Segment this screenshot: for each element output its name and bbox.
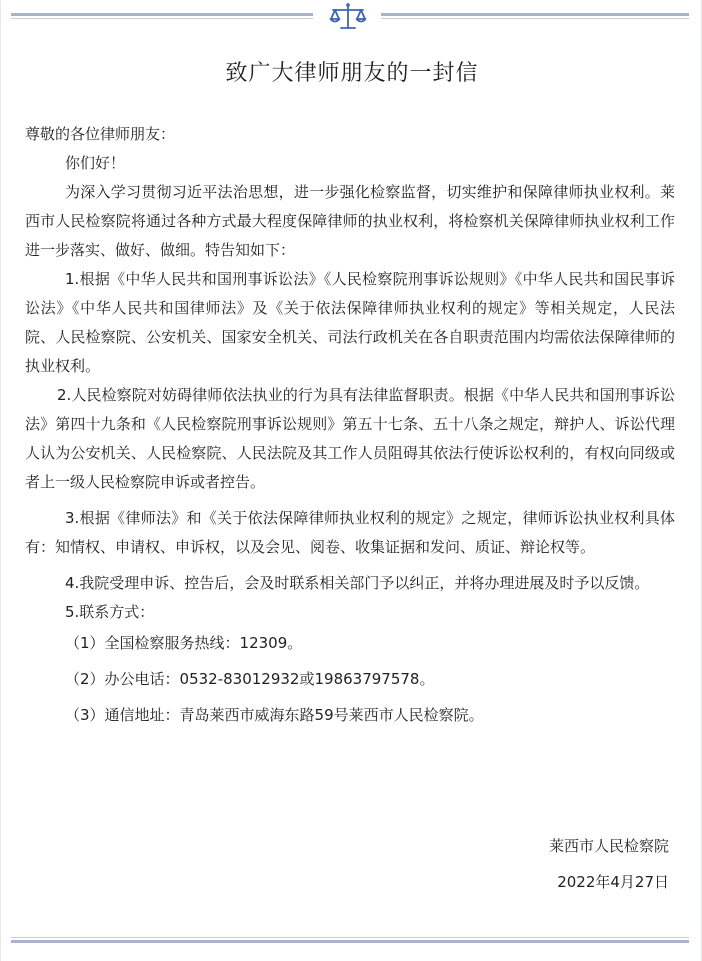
item-5: 5.联系方式： <box>65 603 155 621</box>
item-3: 3.根据《律师法》和《关于依法保障律师执业权利的规定》之规定，律师诉讼执业权利具体有：知情权、申请权、申诉权，以及会见、阅卷、收集证据和发问、质证、辩论权等。 <box>25 509 675 556</box>
scales-of-justice-icon <box>329 2 367 32</box>
intro-paragraph: 为深入学习贯彻习近平法治思想，进一步强化检察监督，切实维护和保障律师执业权利。莱西市人民检察院将通过各种方式最大程度保障律师的执业权利，将检察机关保障律师执业权利工作进一步落实、做好、做细。特告知如下： <box>25 183 675 259</box>
salutation: 尊敬的各位律师朋友： <box>25 125 176 143</box>
footer-rule <box>11 937 689 943</box>
contact-address: （3）通信地址：青岛莱西市威海东路59号莱西市人民检察院。 <box>65 706 484 724</box>
header-rule-right <box>381 13 689 18</box>
item-4: 4.我院受理申诉、控告后，会及时联系相关部门予以纠正，并将办理进展及时予以反馈。 <box>65 574 650 592</box>
greeting: 你们好！ <box>65 154 126 172</box>
letter-body <box>25 120 675 730</box>
contact-phone: （2）办公电话：0532-83012932或19863797578。 <box>65 670 435 688</box>
signature: 莱西市人民检察院 <box>548 837 669 855</box>
page-title: 致广大律师朋友的一封信 <box>225 61 479 86</box>
header-rule-left <box>11 13 313 18</box>
item-2: 2.人民检察院对妨碍律师依法执业的行为具有法律监督职责。根据《中华人民共和国刑事诉讼法》第四十九条和《人民检察院刑事诉讼规则》第五十七条、五十八条之规定，辩护人、诉讼代理人认为公安机关、人民检察院、人民法院及其工作人员阻碍其依法行使诉讼权利的，有权向同级或者上一级人民检察院申诉或者控告。 <box>25 386 675 491</box>
contact-hotline: （1）全国检察服务热线：12309。 <box>65 634 303 652</box>
item-1: 1.根据《中华人民共和国刑事诉讼法》《人民检察院刑事诉讼规则》《中华人民共和国民事诉讼法》《中华人民共和国律师法》及《关于依法保障律师执业权利的规定》等相关规定，人民法院、人民检察院、公安机关、国家安全机关、司法行政机关在各自职责范围内均需依法保障律师的执业权利。 <box>25 270 675 375</box>
date: 2022年4月27日 <box>557 873 669 891</box>
